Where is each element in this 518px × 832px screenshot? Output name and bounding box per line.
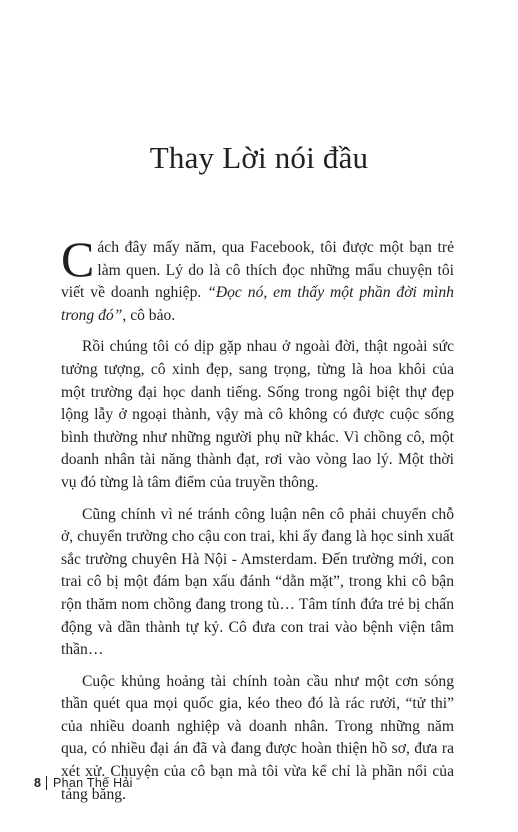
- body-text: [61, 231, 454, 815]
- drop-cap: C: [61, 231, 95, 287]
- paragraph-3: Cũng chính vì né tránh công luận nên cô phải chuyển chỗ ở, chuyển trường cho cậu con trai, khi ấy đang là học sinh xuất sắc trường chuyên Hà Nội - Amsterdam. Đến trường mới, con trai cô bị một đám bạn xấu đánh “dằn mặt”, trong khi cô bận rộn thăm nom chồng đang trong tù… Tâm tính đứa trẻ bị chấn động và dần thành tự kỷ. Cô đưa con trai vào bệnh viện tâm thần…: [61, 505, 454, 659]
- page-number: 8: [34, 776, 41, 790]
- paragraph-4: Cuộc khủng hoảng tài chính toàn cầu như một cơn sóng thần quét qua mọi quốc gia, kéo theo đó là rác rưởi, “tử thi” của nhiều doanh nghiệp và doanh nhân. Trong những năm qua, có nhiều đại án đã và đang được hoàn thiện hồ sơ, đưa ra xét xử. Chuyện của cô bạn mà tôi vừa kể chỉ là phần nổi của tảng băng.: [61, 672, 454, 803]
- paragraph-2: Rồi chúng tôi có dịp gặp nhau ở ngoài đời, thật ngoài sức tưởng tượng, cô xinh đẹp, sang trọng, từng là hoa khôi của một trường đại học danh tiếng. Sống trong ngôi biệt thự đẹp lộng lẫy ở ngoại thành, vậy mà cô không có được cuộc sống bình thường như những người phụ nữ khác. Vì chồng cô, một doanh nhân tài năng thành đạt, rơi vào vòng lao lý. Một thời vụ đó từng là tâm điểm của truyền thông.: [61, 338, 454, 491]
- author-name: Phan Thế Hải: [52, 776, 133, 790]
- paragraph-1-tail: , cô bảo.: [122, 306, 176, 324]
- paragraph-1-lead: ách đây mấy năm, qua Facebook, tôi được một bạn trẻ làm quen. Lý do là cô thích đọc những mẩu chuyện tôi viết về doanh nghiệp.: [61, 239, 454, 302]
- paragraph-1-quote: “Đọc nó, em thấy một phần đời mình trong đó”: [61, 284, 454, 324]
- footer-divider: [46, 776, 47, 790]
- chapter-title: Thay Lời nói đầu: [149, 140, 369, 175]
- page-footer: [34, 776, 133, 790]
- paragraph-1: [61, 231, 454, 327]
